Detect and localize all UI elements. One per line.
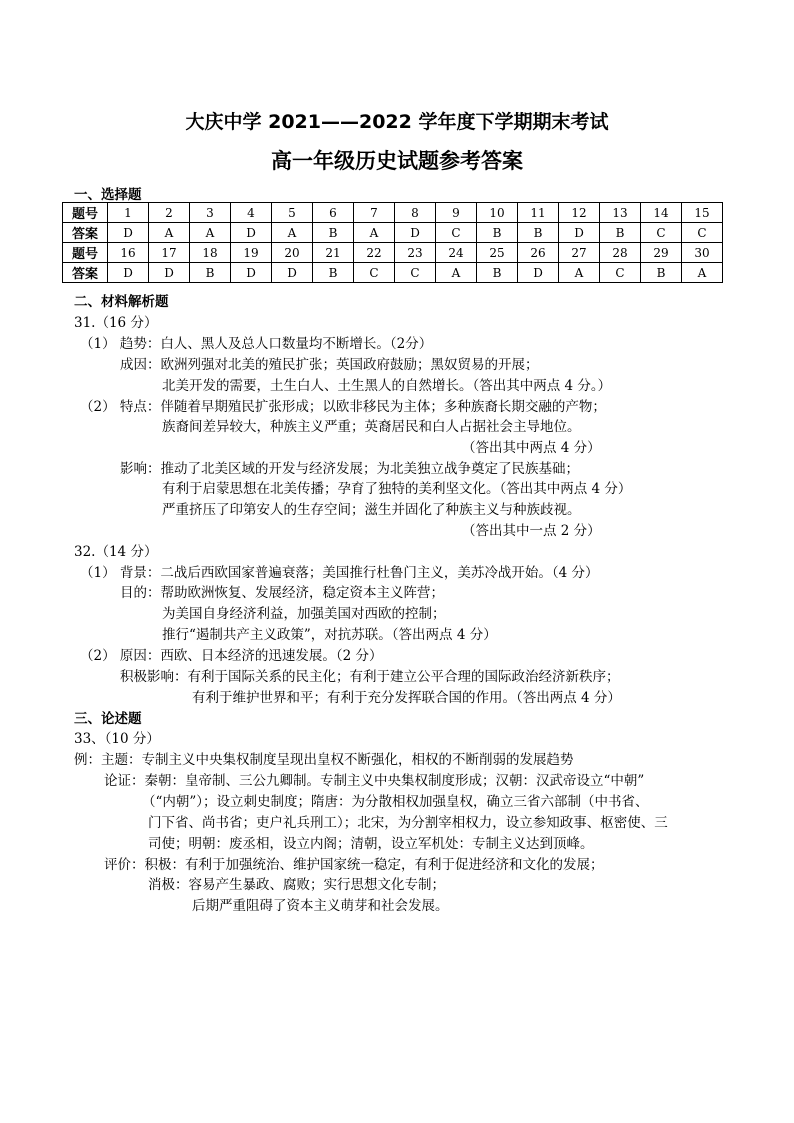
table-cell: D [149,263,190,283]
q33-line: 司使；明朝：废丞相，设立内阁；清朝，设立军机处：专制主义达到顶峰。 [148,836,594,852]
table-cell: 8 [395,203,436,223]
table-cell: 17 [149,243,190,263]
q31-line: 族裔间差异较大，种族主义严重；英裔居民和白人占据社会主导地位。 [162,419,581,435]
section-heading-multiple-choice: 一、选择题 [74,187,142,203]
table-cell: 3 [190,203,231,223]
section-heading-essay: 三、论述题 [74,711,142,727]
table-cell: C [641,223,682,243]
table-cell: D [231,223,272,243]
table-cell: B [600,223,641,243]
table-cell: D [272,263,313,283]
table-cell: 5 [272,203,313,223]
table-cell: B [313,263,354,283]
q33-line: 例：主题：专制主义中央集权制度呈现出皇权不断强化，相权的不断削弱的发展趋势 [74,752,574,768]
table-cell: 20 [272,243,313,263]
table-cell: 28 [600,243,641,263]
table-cell: 19 [231,243,272,263]
q31-line: （答出其中两点 4 分） [462,440,601,456]
table-cell: 11 [518,203,559,223]
table-cell: A [149,223,190,243]
answer-table [62,202,723,283]
row-label-answer: 答案 [63,263,108,283]
table-cell: C [436,223,477,243]
table-cell: 13 [600,203,641,223]
q33-line: 门下省、尚书省；吏户礼兵刑工）；北宋，为分割宰相权力，设立参知政事、枢密使、三 [148,815,668,831]
table-cell: B [190,263,231,283]
q33-line: 论证：秦朝：皇帝制、三公九卿制。专制主义中央集权制度形成；汉朝：汉武帝设立“中朝” [104,773,645,789]
table-cell: 29 [641,243,682,263]
q32-line: （2） 原因：西欧、日本经济的迅速发展。（2 分） [80,648,383,664]
table-cell: B [477,263,518,283]
table-cell: C [682,223,723,243]
section-heading-material-analysis: 二、材料解析题 [74,294,169,310]
question-32-heading: 32.（14 分） [74,544,158,560]
exam-title: 大庆中学 2021——2022 学年度下学期期末考试 [185,111,609,133]
table-cell: B [641,263,682,283]
q31-line: 北美开发的需要，土生白人、土生黑人的自然增长。（答出其中两点 4 分。） [162,378,612,394]
table-cell: C [395,263,436,283]
table-row-answers-1 [63,223,723,243]
row-label-number: 题号 [63,203,108,223]
q31-line: （2） 特点：伴随着早期殖民扩张形成；以欧非移民为主体；多种族裔长期交融的产物； [80,399,606,415]
q31-line: （答出其中一点 2 分） [462,523,601,539]
table-cell: D [108,263,149,283]
table-cell: 12 [559,203,600,223]
table-cell: 24 [436,243,477,263]
q32-line: 推行“遏制共产主义政策”，对抗苏联。（答出两点 4 分） [162,627,497,643]
q32-line: 有利于维护世界和平；有利于充分发挥联合国的作用。（答出两点 4 分） [192,690,621,706]
q32-line: 积极影响：有利于国际关系的民主化；有利于建立公平合理的国际政治经济新秩序； [120,669,620,685]
question-31-heading: 31.（16 分） [74,315,158,331]
table-row-numbers-1 [63,203,723,223]
table-cell: A [559,263,600,283]
table-cell: A [190,223,231,243]
table-cell: A [272,223,313,243]
row-label-number: 题号 [63,243,108,263]
table-cell: 25 [477,243,518,263]
q31-line: 有利于启蒙思想在北美传播；孕育了独特的美利坚文化。（答出其中两点 4 分） [162,481,632,497]
table-cell: C [354,263,395,283]
table-cell: D [395,223,436,243]
q33-line: 后期严重阻碍了资本主义萌芽和社会发展。 [192,898,449,914]
table-cell: B [477,223,518,243]
q33-line: 消极：容易产生暴政、腐败；实行思想文化专制； [148,877,445,893]
table-row-answers-2 [63,263,723,283]
table-cell: 14 [641,203,682,223]
table-cell: 21 [313,243,354,263]
table-cell: B [313,223,354,243]
table-cell: 1 [108,203,149,223]
table-cell: 10 [477,203,518,223]
q31-line: 影响：推动了北美区域的开发与经济发展；为北美独立战争奠定了民族基础； [120,461,579,477]
table-cell: A [436,263,477,283]
q33-line: （“内朝”）；设立刺史制度；隋唐：为分散相权加强皇权，确立三省六部制（中书省、 [142,794,649,810]
q32-line: 目的：帮助欧洲恢复、发展经济，稳定资本主义阵营； [120,585,444,601]
answer-key-title: 高一年级历史试题参考答案 [271,149,523,173]
table-cell: B [518,223,559,243]
table-cell: D [108,223,149,243]
question-33-heading: 33、（10 分） [74,731,160,747]
q33-line: 评价：积极：有利于加强统治、维护国家统一稳定，有利于促进经济和文化的发展； [104,857,604,873]
q31-line: 严重挤压了印第安人的生存空间；滋生并固化了种族主义与种族歧视。 [162,502,581,518]
table-cell: 26 [518,243,559,263]
table-cell: 2 [149,203,190,223]
q32-line: 为美国自身经济利益，加强美国对西欧的控制； [162,606,446,622]
table-cell: 6 [313,203,354,223]
table-cell: A [682,263,723,283]
table-cell: 4 [231,203,272,223]
table-cell: A [354,223,395,243]
q31-line: （1） 趋势：白人、黑人及总人口数量均不断增长。（2分） [80,336,433,352]
q32-line: （1） 背景：二战后西欧国家普遍衰落；美国推行杜鲁门主义，美苏冷战开始。（4 分） [80,565,599,581]
table-cell: 18 [190,243,231,263]
table-cell: 7 [354,203,395,223]
table-cell: 22 [354,243,395,263]
table-cell: D [231,263,272,283]
table-cell: 15 [682,203,723,223]
q31-line: 成因：欧洲列强对北美的殖民扩张；英国政府鼓励；黑奴贸易的开展； [120,357,539,373]
table-cell: 16 [108,243,149,263]
row-label-answer: 答案 [63,223,108,243]
table-cell: 30 [682,243,723,263]
table-cell: 9 [436,203,477,223]
table-cell: C [600,263,641,283]
table-cell: D [559,223,600,243]
table-row-numbers-2 [63,243,723,263]
table-cell: 27 [559,243,600,263]
table-cell: 23 [395,243,436,263]
table-cell: D [518,263,559,283]
